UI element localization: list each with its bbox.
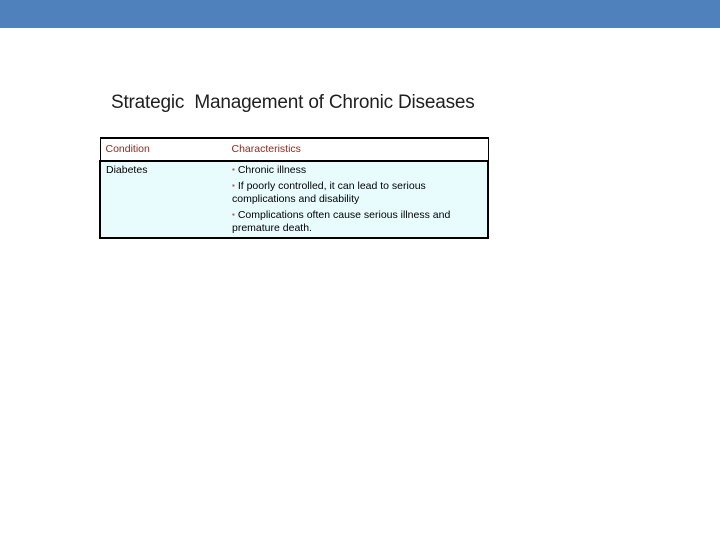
list-item [232,209,482,235]
table-header-row [100,138,488,161]
list-item-text: If poorly controlled, it can lead to serious complications and disability [232,180,426,205]
list-item [232,180,482,206]
header-characteristics: Characteristics [227,138,489,161]
cell-condition: Diabetes [100,161,227,238]
table-row [100,161,488,238]
slide-title: Strategic Management of Chronic Diseases [111,92,475,113]
characteristics-list [232,164,482,235]
list-item-text: Complications often cause serious illness and premature death. [232,209,451,234]
conditions-table [99,137,489,239]
top-accent-bar [0,0,720,28]
square-bullet-icon: ▪ [232,210,235,219]
list-item [232,164,482,177]
header-condition: Condition [100,138,227,161]
list-item-text: Chronic illness [237,164,307,176]
square-bullet-icon: ▪ [232,165,235,174]
square-bullet-icon: ▪ [232,181,235,190]
cell-characteristics [227,161,489,238]
